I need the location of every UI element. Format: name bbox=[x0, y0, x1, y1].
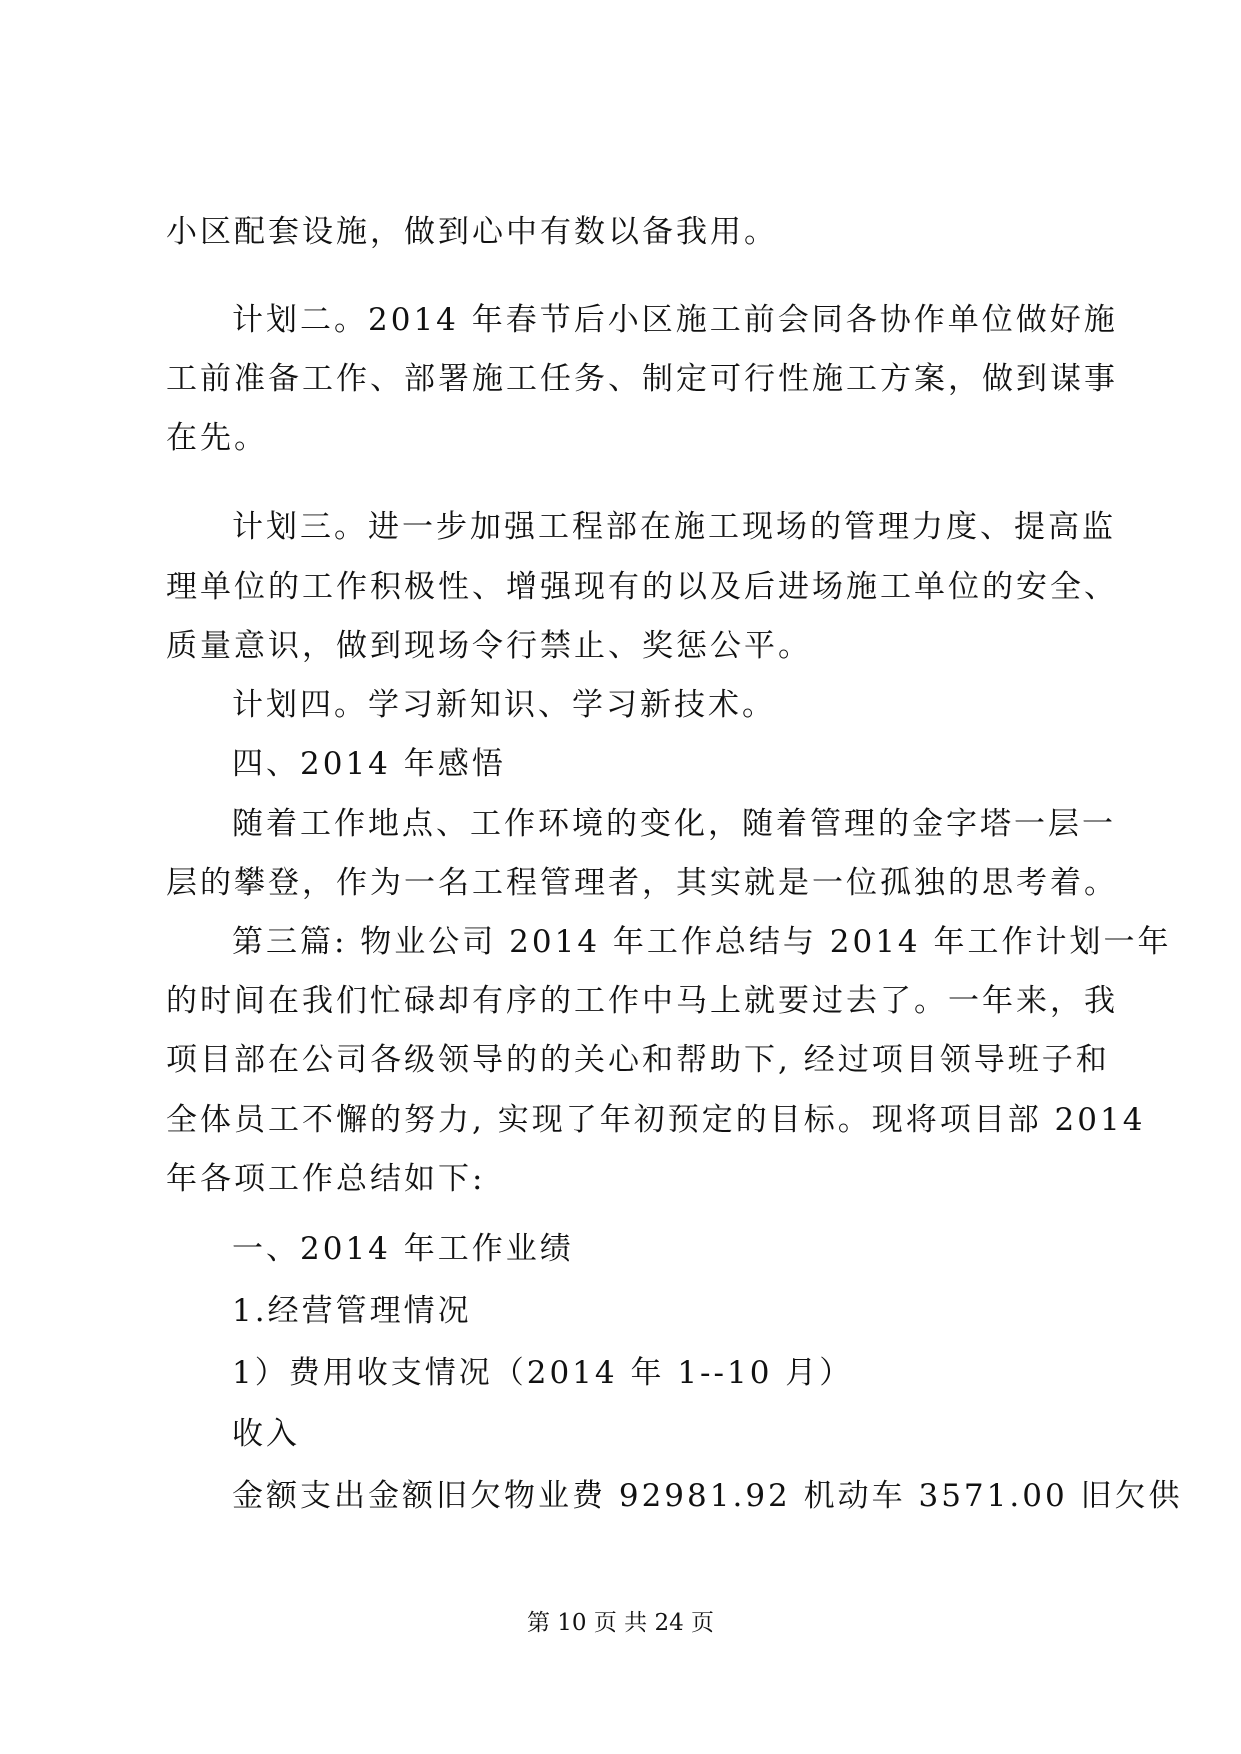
body-text-line: 的时间在我们忙碌却有序的工作中马上就要过去了。一年来，我 bbox=[166, 983, 1118, 1019]
body-text-line: 年各项工作总结如下: bbox=[166, 1161, 486, 1197]
body-text-line: 随着工作地点、工作环境的变化，随着管理的金字塔一层一 bbox=[232, 806, 1116, 842]
section-heading: 四、2014 年感悟 bbox=[232, 746, 506, 782]
body-text-line: 理单位的工作积极性、增强现有的以及后进场施工单位的安全、 bbox=[166, 569, 1118, 605]
body-text-line: 在先。 bbox=[166, 420, 268, 456]
body-text-line: 金额支出金额旧欠物业费 92981.92 机动车 3571.00 旧欠供 bbox=[232, 1478, 1183, 1514]
body-text-line: 项目部在公司各级领导的的关心和帮助下, 经过项目领导班子和 bbox=[166, 1042, 1110, 1078]
body-text-line: 计划四。学习新知识、学习新技术。 bbox=[232, 687, 776, 723]
subsection-heading: 1.经营管理情况 bbox=[232, 1293, 472, 1329]
body-text-line: 层的攀登，作为一名工程管理者，其实就是一位孤独的思考着。 bbox=[166, 865, 1118, 901]
body-text-line: 全体员工不懈的努力, 实现了年初预定的目标。现将项目部 2014 bbox=[166, 1102, 1146, 1138]
body-text-line: 计划二。2014 年春节后小区施工前会同各协作单位做好施 bbox=[232, 302, 1118, 338]
page-number-footer: 第 10 页 共 24 页 bbox=[526, 1610, 715, 1636]
body-text-line: 第三篇: 物业公司 2014 年工作总结与 2014 年工作计划一年 bbox=[232, 924, 1172, 960]
body-text-line: 工前准备工作、部署施工任务、制定可行性施工方案，做到谋事 bbox=[166, 361, 1118, 397]
body-text-line: 小区配套设施，做到心中有数以备我用。 bbox=[166, 214, 778, 250]
subsection-heading: 1）费用收支情况（2014 年 1--10 月） bbox=[232, 1355, 854, 1391]
section-heading: 一、2014 年工作业绩 bbox=[232, 1231, 574, 1267]
body-text-line: 质量意识，做到现场令行禁止、奖惩公平。 bbox=[166, 628, 812, 664]
body-text-line: 收入 bbox=[232, 1416, 300, 1452]
body-text-line: 计划三。进一步加强工程部在施工现场的管理力度、提高监 bbox=[232, 509, 1116, 545]
